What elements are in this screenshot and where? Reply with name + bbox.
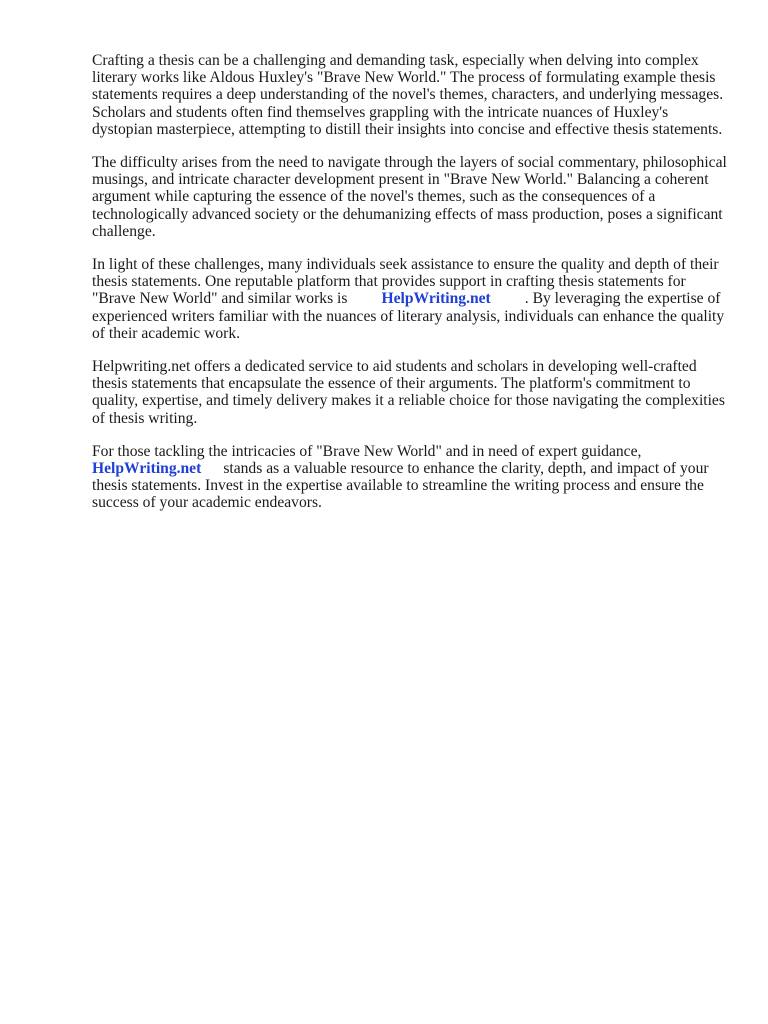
paragraph-intro: Crafting a thesis can be a challenging and demanding task, especially when delving into complex literary works like Aldous Huxley's "Brave New World." The process of formulating example thesis statements requires a deep understanding of the novel's themes, characters, and underlying messages. Scholars and students often find themselves grappling with the intricate nuances of Huxley's dystopian masterpiece, attempting to distill their insights into concise and effective thesis statements. [92, 52, 724, 138]
paragraph-conclusion-text-start: For those tackling the intricacies of "Brave New World" and in need of expert guidance, [92, 442, 642, 460]
paragraph-assistance [92, 256, 732, 342]
paragraph-service: Helpwriting.net offers a dedicated service to aid students and scholars in developing well-crafted thesis statements that encapsulate the essence of their arguments. The platform's commitment to quality, expertise, and timely delivery makes it a reliable choice for those navigating the complexities of thesis writing. [92, 358, 725, 427]
helpwriting-link-2[interactable]: HelpWriting.net [92, 460, 202, 478]
paragraph-conclusion [92, 443, 732, 512]
paragraph-conclusion-text-end: stands as a valuable resource to enhance the clarity, depth, and impact of your thesis statements. Invest in the expertise available to streamline the writing process and ensure the success of your academic endeavors. [92, 460, 709, 512]
paragraph-assistance-text-start: In light of these challenges, many individuals seek assistance to ensure the quality and depth of their thesis statements. One reputable platform that provides support in crafting thesis statements for "Brave New World" and similar works is [92, 256, 719, 308]
paragraph-difficulty: The difficulty arises from the need to navigate through the layers of social commentary, philosophical musings, and intricate character development present in "Brave New World." Balancing a coherent argument while capturing the essence of the novel's themes, such as the consequences of a technologically advanced society or the dehumanizing effects of mass production, poses a significant challenge. [92, 154, 727, 240]
helpwriting-link-1[interactable]: HelpWriting.net [381, 290, 491, 308]
paragraph-assistance-text-end: . By leveraging the expertise of experienced writers familiar with the nuances of literary analysis, individuals can enhance the quality of their academic work. [92, 290, 725, 342]
document-body [92, 52, 732, 528]
